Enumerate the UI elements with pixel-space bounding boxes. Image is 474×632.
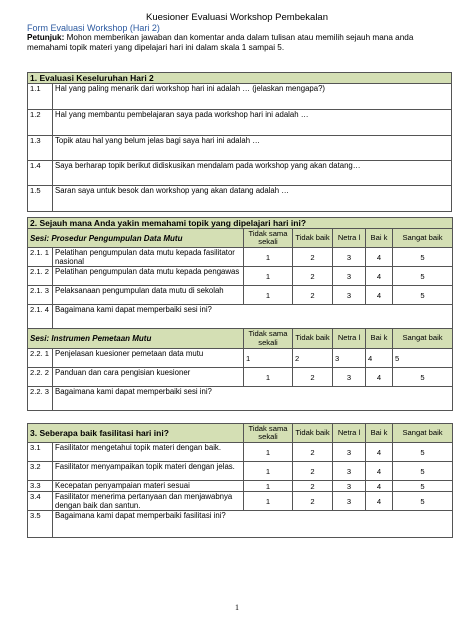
- rating-option[interactable]: 4: [366, 462, 393, 481]
- section1-table: [27, 72, 452, 212]
- rating-option[interactable]: 3: [333, 286, 366, 305]
- scale-header: Netra l: [333, 229, 366, 248]
- form-subtitle: Form Evaluasi Workshop (Hari 2): [27, 23, 160, 33]
- rating-option[interactable]: 3: [333, 368, 366, 387]
- rating-option[interactable]: 1: [244, 349, 293, 368]
- scale-header: Tidak sama sekali: [244, 424, 293, 443]
- scale-header: Sangat baik: [393, 329, 453, 349]
- instructions: [27, 33, 452, 53]
- rating-option[interactable]: 2: [293, 492, 333, 511]
- page-number: 1: [235, 603, 239, 612]
- scale-header: Tidak sama sekali: [244, 329, 293, 349]
- section2-table: [27, 217, 453, 411]
- rating-option[interactable]: 2: [293, 248, 333, 267]
- rating-option[interactable]: 1: [244, 286, 293, 305]
- row-number: 2.2. 2: [28, 368, 53, 387]
- row-number: 2.1. 3: [28, 286, 53, 305]
- document-title: Kuesioner Evaluasi Workshop Pembekalan: [145, 12, 328, 23]
- rating-option[interactable]: 1: [244, 492, 293, 511]
- rating-option[interactable]: 5: [393, 481, 453, 492]
- section3-table: [27, 423, 453, 538]
- rating-option[interactable]: 3: [333, 248, 366, 267]
- section1-heading: 1. Evaluasi Keseluruhan Hari 2: [28, 73, 452, 84]
- row-number: 3.5: [28, 511, 53, 538]
- row-number: 3.3: [28, 481, 53, 492]
- instructions-label: Petunjuk:: [27, 33, 65, 42]
- row-number: 1.2: [28, 110, 53, 136]
- rating-option[interactable]: 4: [366, 492, 393, 511]
- row-number: 2.1. 4: [28, 305, 53, 329]
- rating-option[interactable]: 4: [366, 267, 393, 286]
- row-number: 1.5: [28, 186, 53, 212]
- section2-heading: 2. Sejauh mana Anda yakin memahami topik yang dipelajari hari ini?: [28, 218, 453, 229]
- section3-heading: 3. Seberapa baik fasilitasi hari ini?: [28, 424, 244, 443]
- question-text[interactable]: Topik atau hal yang belum jelas bagi saya hari ini adalah …: [53, 136, 452, 161]
- scale-header: Tidak sama sekali: [244, 229, 293, 248]
- rating-option[interactable]: 3: [333, 349, 366, 368]
- rating-option[interactable]: 2: [293, 349, 333, 368]
- item-text: Panduan dan cara pengisian kuesioner: [53, 368, 244, 387]
- scale-header: Bai k: [366, 329, 393, 349]
- rating-option[interactable]: 3: [333, 443, 366, 462]
- rating-option[interactable]: 5: [393, 349, 453, 368]
- item-text: Penjelasan kuesioner pemetaan data mutu: [53, 349, 244, 368]
- row-number: 1.1: [28, 84, 53, 110]
- item-text: Pelaksanaan pengumpulan data mutu di sekolah: [53, 286, 244, 305]
- rating-option[interactable]: 1: [244, 443, 293, 462]
- row-number: 2.1. 1: [28, 248, 53, 267]
- rating-option[interactable]: 4: [366, 368, 393, 387]
- rating-option[interactable]: 2: [293, 267, 333, 286]
- question-text[interactable]: Saya berharap topik berikut didiskusikan mendalam pada workshop yang akan datang…: [53, 161, 452, 186]
- scale-header: Netra l: [333, 424, 366, 443]
- scale-header: Bai k: [366, 424, 393, 443]
- session-label: Sesi: Instrumen Pemetaan Mutu: [28, 329, 244, 349]
- rating-option[interactable]: 1: [244, 481, 293, 492]
- rating-option[interactable]: 3: [333, 267, 366, 286]
- rating-option[interactable]: 5: [393, 492, 453, 511]
- question-text[interactable]: Saran saya untuk besok dan workshop yang akan datang adalah …: [53, 186, 452, 212]
- scale-header: Bai k: [366, 229, 393, 248]
- instructions-text: Mohon memberikan jawaban dan komentar anda dalam tulisan atau memilih sejauh mana anda memahami topik materi yang dipelajari hari ini dalam skala 1 sampai 5.: [27, 33, 414, 52]
- rating-option[interactable]: 5: [393, 368, 453, 387]
- question-text[interactable]: Hal yang paling menarik dari workshop hari ini adalah … (jelaskan mengapa?): [53, 84, 452, 110]
- row-number: 3.4: [28, 492, 53, 511]
- rating-option[interactable]: 3: [333, 492, 366, 511]
- item-text: Fasilitator menerima pertanyaan dan menjawabnya dengan baik dan santun.: [53, 492, 244, 511]
- rating-option[interactable]: 1: [244, 248, 293, 267]
- comment-prompt[interactable]: Bagaimana kami dapat memperbaiki sesi ini?: [53, 387, 453, 411]
- row-number: 1.3: [28, 136, 53, 161]
- row-number: 2.2. 1: [28, 349, 53, 368]
- rating-option[interactable]: 5: [393, 286, 453, 305]
- rating-option[interactable]: 4: [366, 286, 393, 305]
- scale-header: Tidak baik: [293, 329, 333, 349]
- scale-header: Tidak baik: [293, 229, 333, 248]
- row-number: 2.2. 3: [28, 387, 53, 411]
- rating-option[interactable]: 4: [366, 481, 393, 492]
- rating-option[interactable]: 2: [293, 462, 333, 481]
- rating-option[interactable]: 3: [333, 462, 366, 481]
- rating-option[interactable]: 2: [293, 443, 333, 462]
- session-label: Sesi: Prosedur Pengumpulan Data Mutu: [28, 229, 244, 248]
- question-text[interactable]: Hal yang membantu pembelajaran saya pada workshop hari ini adalah …: [53, 110, 452, 136]
- rating-option[interactable]: 1: [244, 267, 293, 286]
- rating-option[interactable]: 2: [293, 368, 333, 387]
- row-number: 3.2: [28, 462, 53, 481]
- scale-header: Netra l: [333, 329, 366, 349]
- row-number: 3.1: [28, 443, 53, 462]
- rating-option[interactable]: 3: [333, 481, 366, 492]
- item-text: Kecepatan penyampaian materi sesuai: [53, 481, 244, 492]
- row-number: 1.4: [28, 161, 53, 186]
- scale-header: Sangat baik: [393, 229, 453, 248]
- comment-prompt[interactable]: Bagaimana kami dapat memperbaiki sesi ini?: [53, 305, 453, 329]
- rating-option[interactable]: 2: [293, 286, 333, 305]
- scale-header: Sangat baik: [393, 424, 453, 443]
- rating-option[interactable]: 2: [293, 481, 333, 492]
- rating-option[interactable]: 5: [393, 248, 453, 267]
- rating-option[interactable]: 1: [244, 462, 293, 481]
- rating-option[interactable]: 4: [366, 248, 393, 267]
- scale-header: Tidak baik: [293, 424, 333, 443]
- item-text: Fasilitator mengetahui topik materi dengan baik.: [53, 443, 244, 462]
- rating-option[interactable]: 4: [366, 349, 393, 368]
- row-number: 2.1. 2: [28, 267, 53, 286]
- item-text: Fasilitator menyampaikan topik materi dengan jelas.: [53, 462, 244, 481]
- item-text: Pelatihan pengumpulan data mutu kepada pengawas: [53, 267, 244, 286]
- rating-option[interactable]: 5: [393, 267, 453, 286]
- comment-prompt[interactable]: Bagaimana kami dapat memperbaiki fasilitasi ini?: [53, 511, 453, 538]
- rating-option[interactable]: 1: [244, 368, 293, 387]
- rating-option[interactable]: 5: [393, 462, 453, 481]
- item-text: Pelatihan pengumpulan data mutu kepada fasilitator nasional: [53, 248, 244, 267]
- rating-option[interactable]: 4: [366, 443, 393, 462]
- rating-option[interactable]: 5: [393, 443, 453, 462]
